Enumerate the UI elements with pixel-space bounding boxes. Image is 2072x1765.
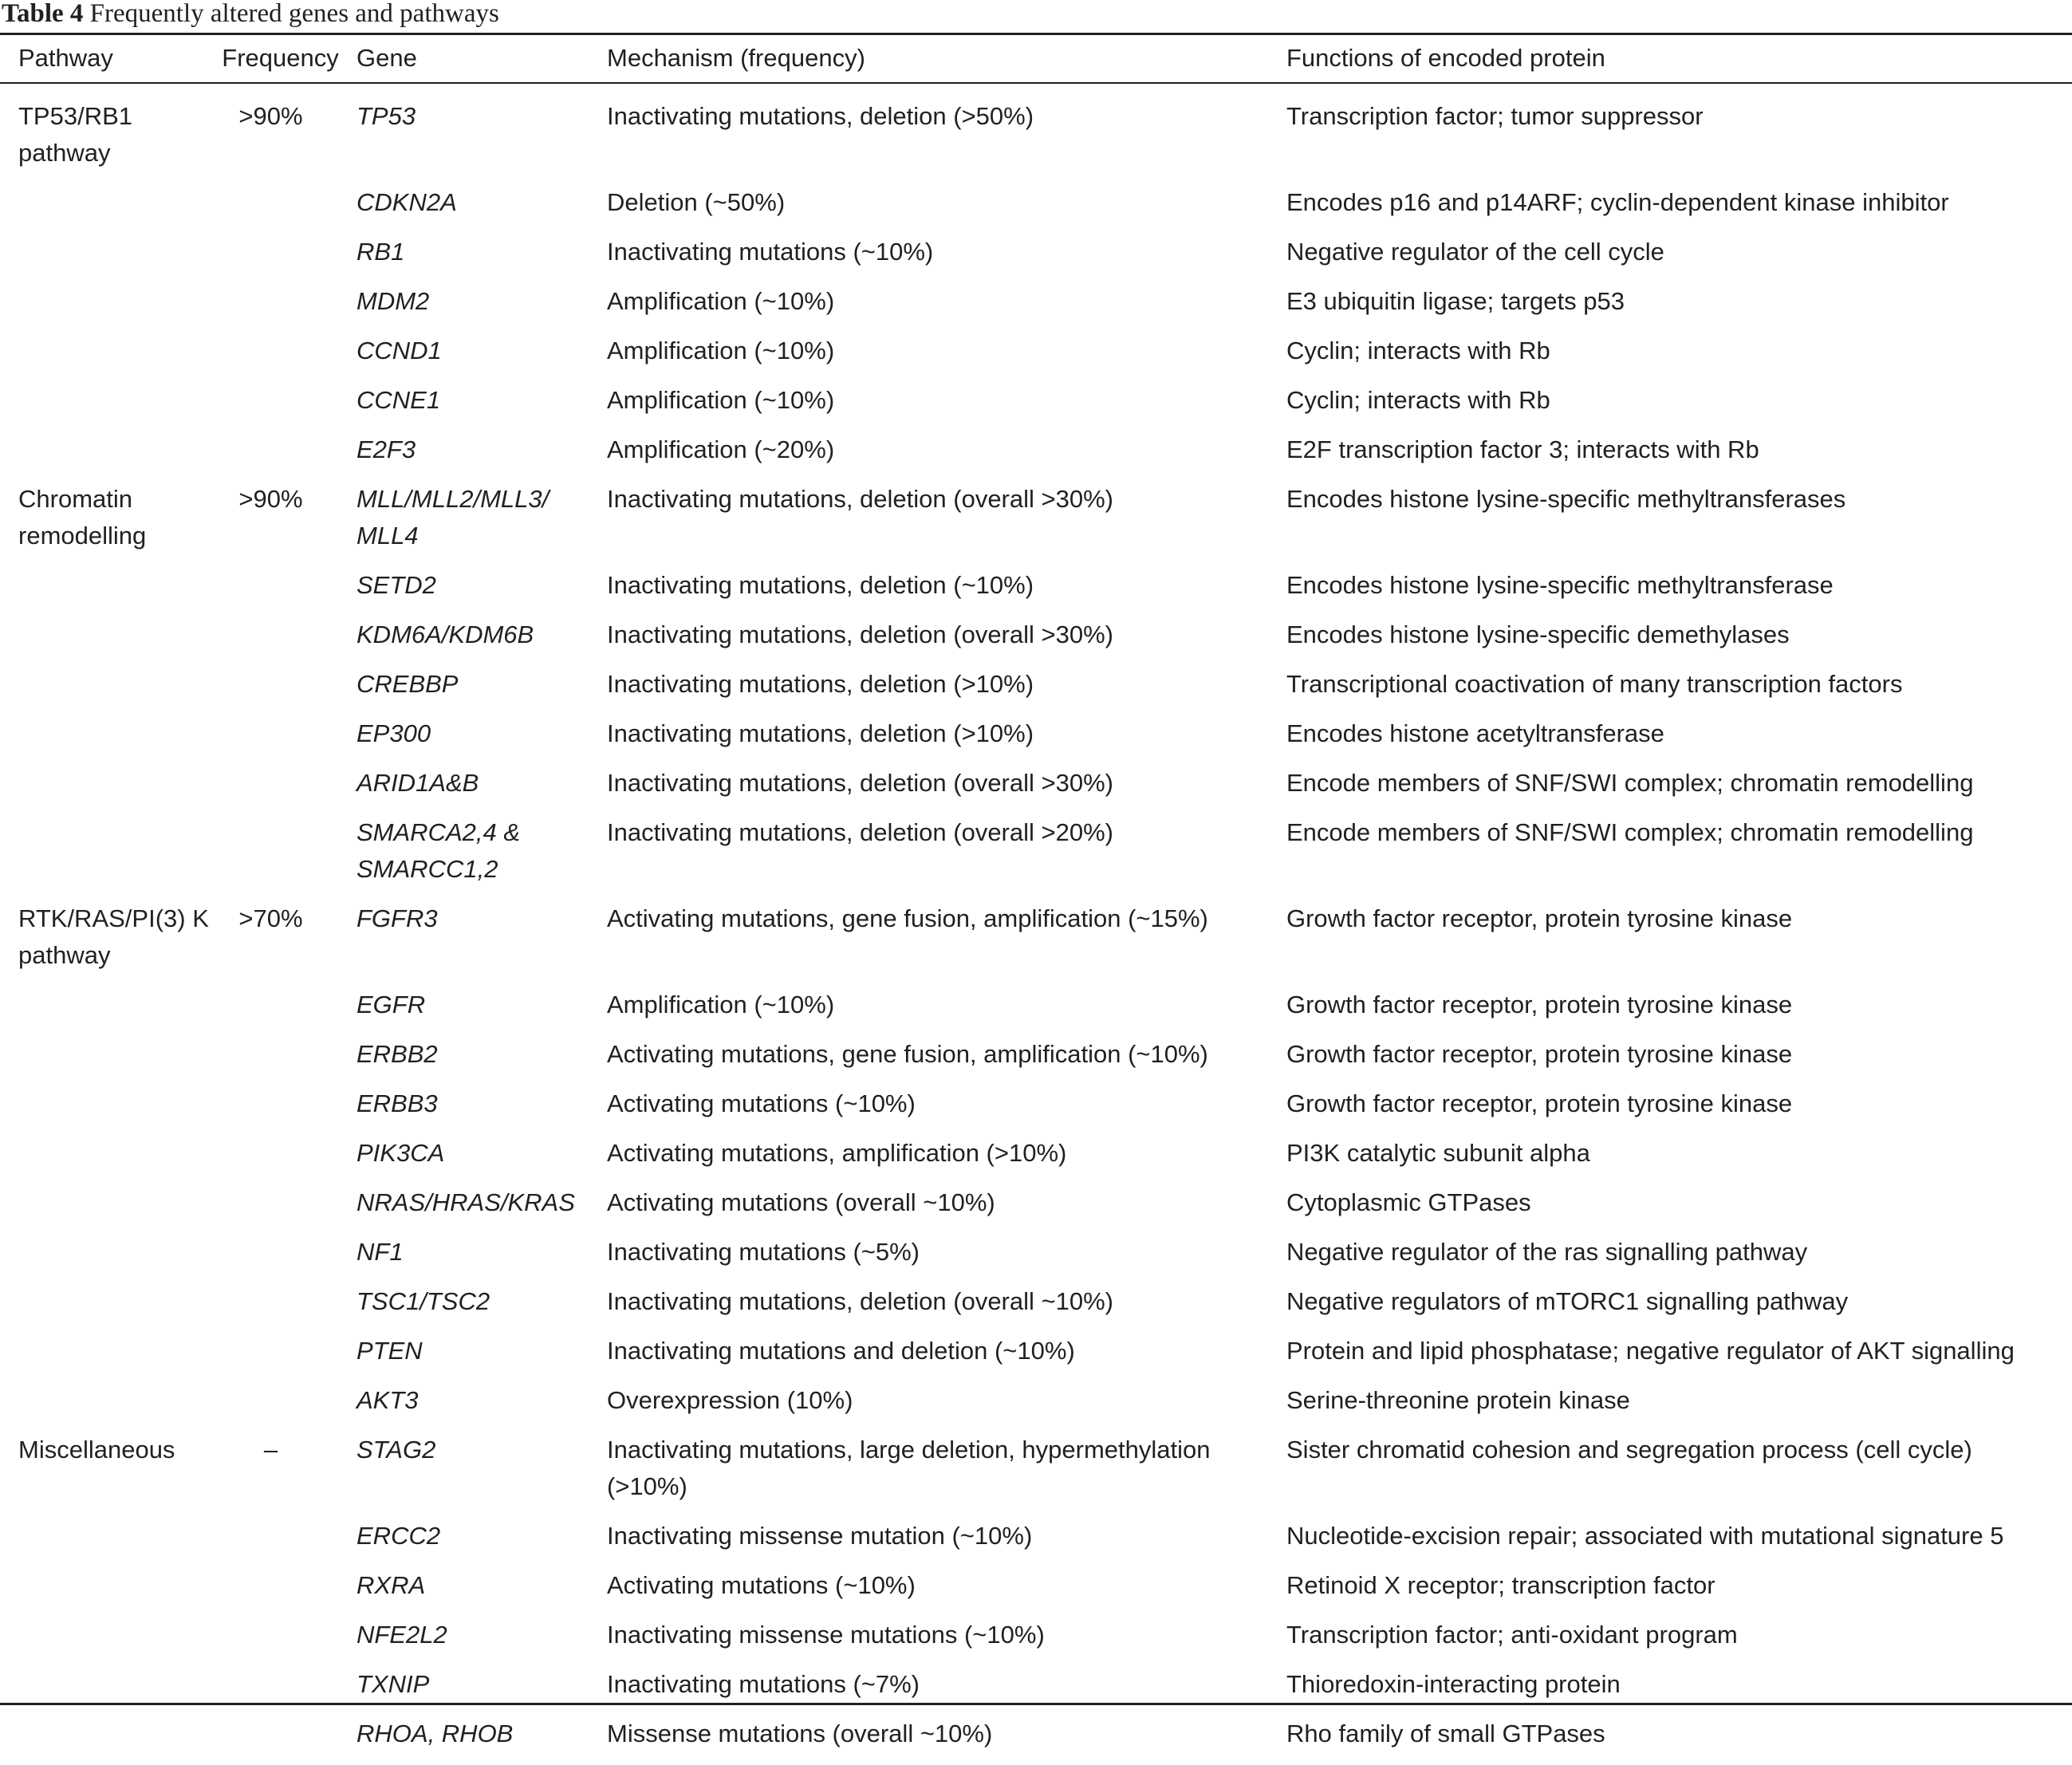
header-mechanism: Mechanism (frequency) <box>607 44 865 72</box>
cell-pathway <box>0 431 217 481</box>
cell-pathway <box>0 1184 217 1234</box>
table-row <box>0 431 2072 481</box>
cell-frequency <box>217 1518 349 1567</box>
cell-gene: TSC1/TSC2 <box>356 1287 490 1315</box>
cell-function: E2F transcription factor 3; interacts with Rb <box>1286 435 1759 463</box>
cell-gene: SETD2 <box>356 571 436 599</box>
cell-mechanism: Inactivating mutations, deletion (overall >30%) <box>607 769 1113 797</box>
table-row <box>0 666 2072 715</box>
cell-gene: CCND1 <box>356 337 442 364</box>
cell-pathway <box>0 765 217 814</box>
table-row <box>0 87 2072 184</box>
cell-function: Retinoid X receptor; transcription factor <box>1286 1571 1716 1599</box>
cell-gene: AKT3 <box>356 1386 419 1414</box>
cell-gene: RXRA <box>356 1571 426 1599</box>
cell-function: Cytoplasmic GTPases <box>1286 1188 1531 1216</box>
cell-function: Encode members of SNF/SWI complex; chromatin remodelling <box>1286 818 1974 846</box>
cell-mechanism: Activating mutations, gene fusion, amplification (~10%) <box>607 1040 1208 1068</box>
table-row <box>0 382 2072 431</box>
cell-function: Encodes p16 and p14ARF; cyclin-dependent kinase inhibitor <box>1286 188 1949 216</box>
cell-pathway <box>0 1716 217 1765</box>
cell-gene: E2F3 <box>356 435 416 463</box>
cell-mechanism: Inactivating mutations (~10%) <box>607 238 934 266</box>
cell-gene: NF1 <box>356 1238 404 1266</box>
table-row <box>0 1333 2072 1382</box>
cell-gene: ARID1A&B <box>356 769 479 797</box>
cell-frequency <box>217 1135 349 1184</box>
cell-function: Growth factor receptor, protein tyrosine kinase <box>1286 1040 1793 1068</box>
table-row <box>0 617 2072 666</box>
cell-function: Encode members of SNF/SWI complex; chromatin remodelling <box>1286 769 1974 797</box>
table-row <box>0 184 2072 234</box>
table-caption-title: Frequently altered genes and pathways <box>89 0 499 28</box>
table-row <box>0 1518 2072 1567</box>
cell-pathway <box>0 1518 217 1567</box>
cell-frequency <box>217 1184 349 1234</box>
cell-frequency <box>217 184 349 234</box>
cell-gene: EGFR <box>356 991 426 1018</box>
cell-pathway <box>0 1666 217 1716</box>
cell-pathway <box>0 1234 217 1283</box>
cell-mechanism: Amplification (~20%) <box>607 435 835 463</box>
cell-function: Transcription factor; tumor suppressor <box>1286 102 1704 130</box>
cell-frequency: >90% <box>238 485 303 513</box>
cell-function: Protein and lipid phosphatase; negative regulator of AKT signalling <box>1286 1337 2015 1365</box>
cell-gene: MLL/MLL2/MLL3/ MLL4 <box>356 485 550 550</box>
cell-pathway <box>0 234 217 283</box>
cell-frequency <box>217 431 349 481</box>
cell-mechanism: Amplification (~10%) <box>607 337 835 364</box>
cell-mechanism: Inactivating mutations (~7%) <box>607 1670 920 1698</box>
cell-pathway <box>0 1382 217 1432</box>
cell-pathway <box>0 814 217 900</box>
cell-pathway <box>0 1036 217 1085</box>
cell-frequency <box>217 1036 349 1085</box>
cell-function: Growth factor receptor, protein tyrosine kinase <box>1286 904 1793 932</box>
cell-gene: STAG2 <box>356 1436 436 1464</box>
cell-pathway <box>0 1085 217 1135</box>
cell-mechanism: Activating mutations, amplification (>10%) <box>607 1139 1067 1167</box>
cell-mechanism: Amplification (~10%) <box>607 386 835 414</box>
cell-gene: RHOA, RHOB <box>356 1720 514 1747</box>
cell-frequency <box>217 666 349 715</box>
table-body <box>0 87 2072 1765</box>
cell-mechanism: Inactivating mutations, deletion (>50%) <box>607 102 1034 130</box>
cell-pathway <box>0 987 217 1036</box>
cell-pathway <box>0 333 217 382</box>
cell-function: Transcription factor; anti-oxidant program <box>1286 1621 1738 1649</box>
cell-function: E3 ubiquitin ligase; targets p53 <box>1286 287 1625 315</box>
cell-mechanism: Inactivating missense mutation (~10%) <box>607 1522 1033 1550</box>
cell-frequency <box>217 234 349 283</box>
cell-gene: ERCC2 <box>356 1522 441 1550</box>
cell-pathway: RTK/RAS/PI(3) K pathway <box>18 904 209 969</box>
header-gene: Gene <box>356 44 417 72</box>
cell-function: Encodes histone lysine-specific methyltransferases <box>1286 485 1846 513</box>
cell-mechanism: Inactivating mutations, deletion (overall >20%) <box>607 818 1113 846</box>
cell-frequency <box>217 1567 349 1617</box>
table-row <box>0 1617 2072 1666</box>
cell-pathway: Miscellaneous <box>18 1436 175 1464</box>
cell-mechanism: Inactivating mutations, deletion (overall >30%) <box>607 485 1113 513</box>
table-row <box>0 234 2072 283</box>
cell-function: Encodes histone lysine-specific demethylases <box>1286 621 1790 648</box>
table-row <box>0 1234 2072 1283</box>
cell-pathway <box>0 567 217 617</box>
cell-frequency <box>217 382 349 431</box>
cell-pathway <box>0 1135 217 1184</box>
cell-gene: PTEN <box>356 1337 423 1365</box>
header-frequency: Frequency <box>222 44 339 72</box>
table-row <box>0 1283 2072 1333</box>
cell-gene: NRAS/HRAS/KRAS <box>356 1188 575 1216</box>
cell-gene: FGFR3 <box>356 904 438 932</box>
table-row <box>0 1666 2072 1716</box>
table-row <box>0 333 2072 382</box>
header-pathway: Pathway <box>18 44 113 72</box>
cell-gene: CREBBP <box>356 670 459 698</box>
cell-mechanism: Inactivating mutations, deletion (>10%) <box>607 670 1034 698</box>
cell-gene: PIK3CA <box>356 1139 445 1167</box>
cell-pathway <box>0 617 217 666</box>
cell-frequency <box>217 617 349 666</box>
cell-function: PI3K catalytic subunit alpha <box>1286 1139 1590 1167</box>
cell-mechanism: Inactivating mutations, deletion (>10%) <box>607 719 1034 747</box>
cell-function: Cyclin; interacts with Rb <box>1286 386 1550 414</box>
cell-pathway: Chromatin remodelling <box>18 485 147 550</box>
table-row <box>0 1382 2072 1432</box>
cell-frequency <box>217 1234 349 1283</box>
cell-gene: KDM6A/KDM6B <box>356 621 534 648</box>
cell-frequency <box>217 283 349 333</box>
cell-function: Serine-threonine protein kinase <box>1286 1386 1630 1414</box>
cell-function: Negative regulators of mTORC1 signalling pathway <box>1286 1287 1849 1315</box>
cell-mechanism: Activating mutations (overall ~10%) <box>607 1188 995 1216</box>
cell-function: Transcriptional coactivation of many transcription factors <box>1286 670 1903 698</box>
cell-function: Negative regulator of the ras signalling pathway <box>1286 1238 1808 1266</box>
table-row <box>0 765 2072 814</box>
table-row <box>0 1135 2072 1184</box>
cell-function: Sister chromatid cohesion and segregation process (cell cycle) <box>1286 1436 1972 1464</box>
cell-function: Growth factor receptor, protein tyrosine kinase <box>1286 1089 1793 1117</box>
cell-mechanism: Inactivating mutations and deletion (~10%) <box>607 1337 1075 1365</box>
cell-frequency <box>217 765 349 814</box>
table-row <box>0 1432 2072 1518</box>
cell-frequency <box>217 1716 349 1765</box>
cell-mechanism: Activating mutations (~10%) <box>607 1571 916 1599</box>
cell-gene: TXNIP <box>356 1670 430 1698</box>
cell-function: Nucleotide-excision repair; associated with mutational signature 5 <box>1286 1522 2004 1550</box>
cell-frequency <box>217 333 349 382</box>
cell-pathway <box>0 184 217 234</box>
table-caption-label: Table 4 <box>2 0 84 28</box>
cell-mechanism: Overexpression (10%) <box>607 1386 853 1414</box>
table-row <box>0 567 2072 617</box>
cell-frequency <box>217 1283 349 1333</box>
cell-frequency: – <box>263 1436 278 1464</box>
cell-mechanism: Inactivating mutations, large deletion, hypermethylation (>10%) <box>607 1436 1211 1500</box>
cell-frequency <box>217 715 349 765</box>
cell-pathway <box>0 1617 217 1666</box>
cell-gene: ERBB2 <box>356 1040 438 1068</box>
table-row <box>0 1567 2072 1617</box>
cell-gene: EP300 <box>356 719 431 747</box>
cell-frequency <box>217 1382 349 1432</box>
table-row <box>0 715 2072 765</box>
cell-mechanism: Inactivating mutations, deletion (overall ~10%) <box>607 1287 1113 1315</box>
table-header-row <box>0 35 2072 87</box>
cell-mechanism: Activating mutations (~10%) <box>607 1089 916 1117</box>
cell-pathway: TP53/RB1 pathway <box>18 102 133 167</box>
cell-pathway <box>0 382 217 431</box>
cell-gene: CCNE1 <box>356 386 441 414</box>
cell-mechanism: Deletion (~50%) <box>607 188 786 216</box>
cell-gene: RB1 <box>356 238 405 266</box>
cell-mechanism: Inactivating missense mutations (~10%) <box>607 1621 1045 1649</box>
cell-mechanism: Missense mutations (overall ~10%) <box>607 1720 993 1747</box>
cell-function: Cyclin; interacts with Rb <box>1286 337 1550 364</box>
cell-frequency: >70% <box>238 904 303 932</box>
cell-function: Negative regulator of the cell cycle <box>1286 238 1664 266</box>
cell-mechanism: Inactivating mutations (~5%) <box>607 1238 920 1266</box>
table-row <box>0 283 2072 333</box>
cell-pathway <box>0 1283 217 1333</box>
cell-frequency <box>217 567 349 617</box>
cell-pathway <box>0 666 217 715</box>
cell-pathway <box>0 283 217 333</box>
table-row <box>0 900 2072 987</box>
cell-frequency <box>217 1617 349 1666</box>
cell-frequency <box>217 1085 349 1135</box>
cell-function: Growth factor receptor, protein tyrosine kinase <box>1286 991 1793 1018</box>
table-row <box>0 1085 2072 1135</box>
table-caption <box>2 0 499 27</box>
cell-mechanism: Inactivating mutations, deletion (~10%) <box>607 571 1034 599</box>
cell-gene: CDKN2A <box>356 188 457 216</box>
cell-mechanism: Activating mutations, gene fusion, amplification (~15%) <box>607 904 1208 932</box>
cell-pathway <box>0 1333 217 1382</box>
cell-mechanism: Amplification (~10%) <box>607 991 835 1018</box>
table-row <box>0 1036 2072 1085</box>
cell-frequency: >90% <box>238 102 303 130</box>
cell-gene: NFE2L2 <box>356 1621 447 1649</box>
cell-gene: SMARCA2,4 & SMARCC1,2 <box>356 818 521 883</box>
cell-gene: TP53 <box>356 102 416 130</box>
cell-frequency <box>217 987 349 1036</box>
cell-pathway <box>0 715 217 765</box>
header-function: Functions of encoded protein <box>1286 44 1605 72</box>
table-row <box>0 1716 2072 1765</box>
cell-frequency <box>217 1333 349 1382</box>
cell-pathway <box>0 1567 217 1617</box>
cell-frequency <box>217 1666 349 1716</box>
table-row <box>0 987 2072 1036</box>
genes-pathways-table <box>0 35 2072 1765</box>
cell-function: Rho family of small GTPases <box>1286 1720 1605 1747</box>
cell-gene: MDM2 <box>356 287 430 315</box>
cell-frequency <box>217 814 349 900</box>
cell-function: Encodes histone lysine-specific methyltransferase <box>1286 571 1834 599</box>
cell-gene: ERBB3 <box>356 1089 438 1117</box>
cell-mechanism: Inactivating mutations, deletion (overall >30%) <box>607 621 1113 648</box>
cell-function: Encodes histone acetyltransferase <box>1286 719 1664 747</box>
table-row <box>0 814 2072 900</box>
cell-function: Thioredoxin-interacting protein <box>1286 1670 1621 1698</box>
table-row <box>0 481 2072 567</box>
table-row <box>0 1184 2072 1234</box>
cell-mechanism: Amplification (~10%) <box>607 287 835 315</box>
